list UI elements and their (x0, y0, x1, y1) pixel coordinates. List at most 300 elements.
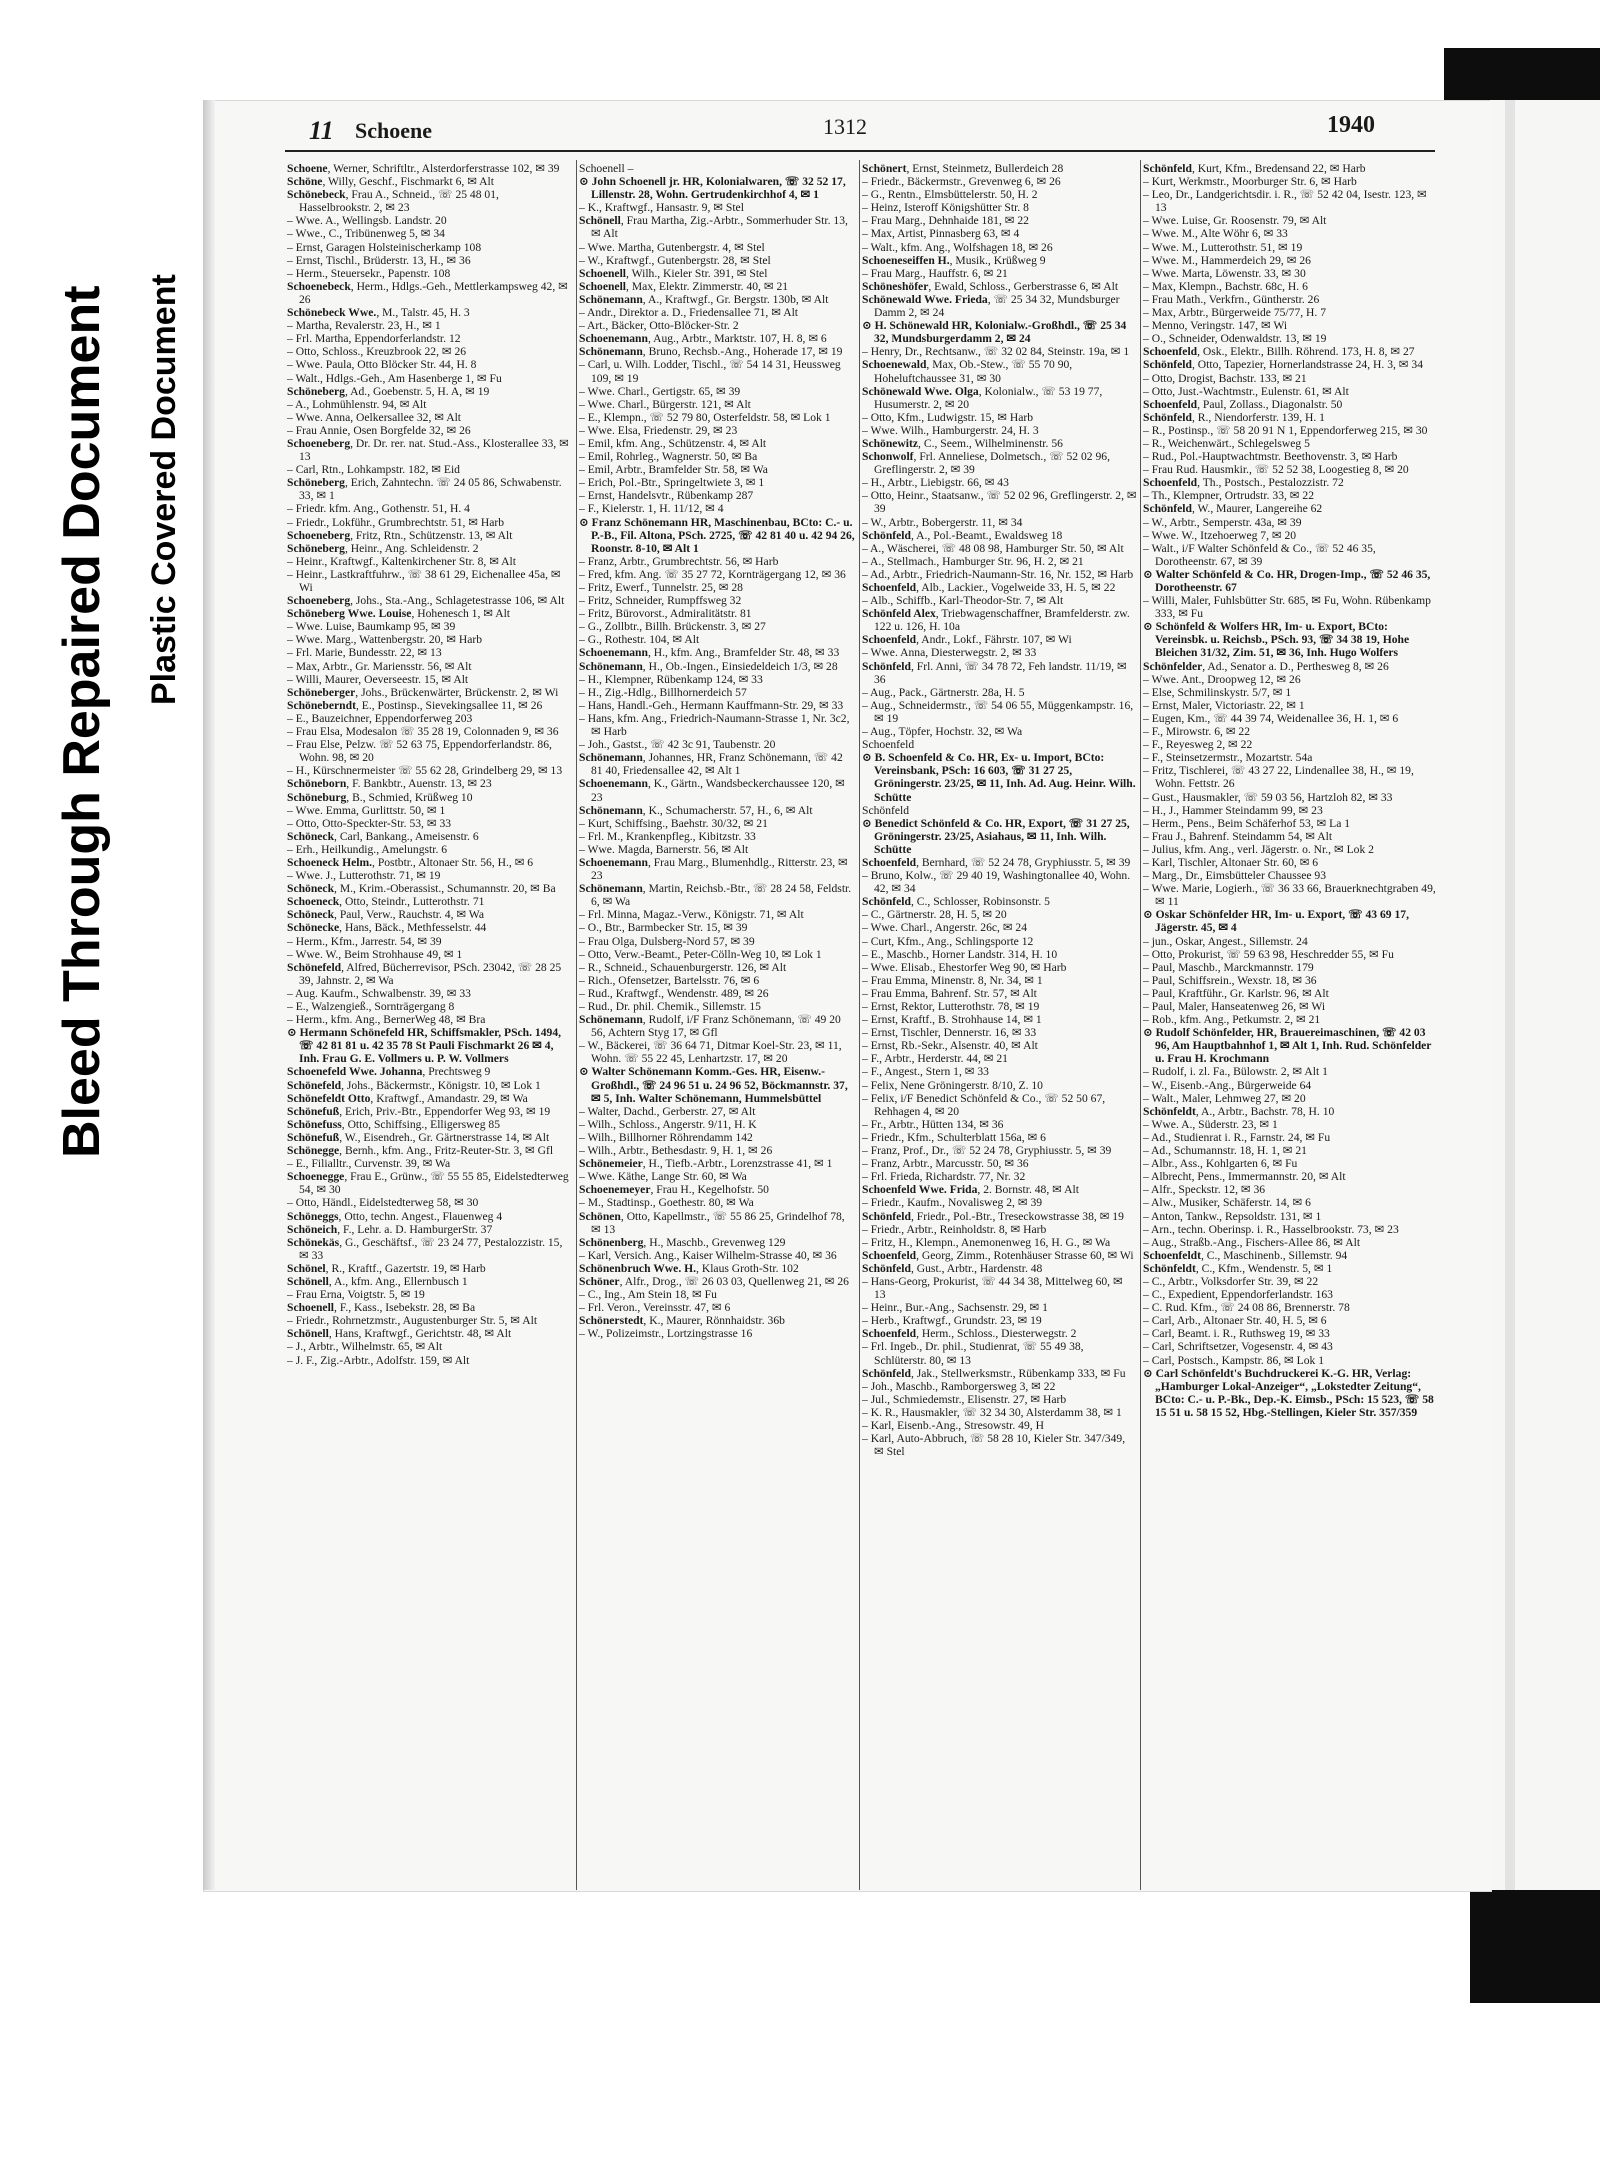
directory-entry: Schöneggs, Otto, techn. Angest., Flauenweg 4 (287, 1209, 503, 1223)
adjacent-page-gutter (1505, 100, 1515, 1890)
directory-entry: – Wwe. Marta, Löwenstr. 33, ✉ 30 (1143, 266, 1306, 280)
directory-entry: Schönfeld, A., Pol.-Beamt., Ewaldsweg 18 (862, 528, 1063, 542)
directory-entry: Schönenbruch Wwe. H., Klaus Groth-Str. 102 (579, 1261, 799, 1275)
directory-entry: ⊙ Walter Schönfeld & Co. HR, Drogen-Imp., ☏ 52 46 35, Dorotheenstr. 67 (1143, 567, 1431, 594)
directory-entry: – F., Angest., Stern 1, ✉ 33 (862, 1065, 989, 1079)
directory-entry: – Fritz, H., Klempn., Anemonenweg 16, H. G., ✉ Wa (862, 1235, 1111, 1249)
directory-entry: Schönewald Wwe. Olga, Kolonialw., ☏ 53 19 77, Husumerstr. 2, ✉ 20 (862, 384, 1103, 411)
directory-entry: Schönefeld, Alfred, Bücherrevisor, PSch. 23042, ☏ 28 25 39, Jahnstr. 2, ✉ Wa (287, 960, 562, 987)
directory-column-1 (287, 162, 573, 1892)
directory-entry: Schönebeck, Frau A., Schneid., ☏ 25 48 01, Hasselbrookstr. 2, ✉ 23 (287, 188, 499, 215)
directory-entry: Schöneborn, F. Bankbtr., Auenstr. 13, ✉ 23 (287, 777, 492, 791)
directory-entry: Schoenemann, Aug., Arbtr., Marktstr. 107, H. 8, ✉ 6 (579, 332, 827, 346)
directory-entry: – Wwe. Anna, Oelkersallee 32, ✉ Alt (287, 410, 462, 424)
directory-entry: – Karl, Tischler, Altonaer Str. 60, ✉ 6 (1143, 855, 1319, 869)
directory-entry: Schoenewald, Max, Ob.-Stew., ☏ 55 70 90, Hoheluftchaussee 31, ✉ 30 (862, 358, 1073, 385)
directory-entry: Schönerstedt, K., Maurer, Rönnhaidstr. 36b (579, 1314, 785, 1328)
directory-entry: – Bruno, Kolw., ☏ 29 40 19, Washingtonallee 40, Wohn. 42, ✉ 34 (862, 869, 1131, 896)
directory-entry: – Wilh., Billhorner Röhrendamm 142 (579, 1130, 753, 1144)
directory-entry: Schoenfeld, Andr., Lokf., Fährstr. 107, ✉ Wi (862, 633, 1072, 647)
directory-entry: – Wwe. J., Lutterothstr. 71, ✉ 19 (287, 869, 441, 883)
directory-entry: – Frau J., Bahrenf. Steindamm 54, ✉ Alt (1143, 829, 1333, 843)
directory-entry: – H., Klempner, Rübenkamp 124, ✉ 33 (579, 672, 763, 686)
directory-entry: Schönemann, Rudolf, i/F Franz Schönemann, ☏ 49 20 56, Achtern Styg 17, ✉ Gfl (579, 1013, 841, 1040)
directory-entry: – A., Lohmühlenstr. 94, ✉ Alt (287, 397, 427, 411)
directory-entry: Schönemann, A., Kraftwgf., Gr. Bergstr. 130b, ✉ Alt (579, 292, 829, 306)
bleed-through-label: Bleed Through Repaired Document (53, 285, 111, 1158)
directory-entry: Schöneck, Paul, Verw., Rauchstr. 4, ✉ Wa (287, 908, 484, 922)
directory-entry: – A., Wäscherei, ☏ 48 08 98, Hamburger Str. 50, ✉ Alt (862, 541, 1124, 555)
directory-entry: – Wwe. Ant., Droopweg 12, ✉ 26 (1143, 672, 1301, 686)
directory-entry: – Wilh., Arbtr., Bethesdastr. 9, H. 1, ✉ 26 (579, 1144, 773, 1158)
directory-entry: – Max, Arbtr., Gr. Mariensstr. 56, ✉ Alt (287, 659, 472, 673)
directory-entry: – Frau Emma, Bahrenf. Str. 57, ✉ Alt (862, 986, 1037, 1000)
directory-entry: – Carl, Postsch., Kampstr. 86, ✉ Lok 1 (1143, 1353, 1325, 1367)
directory-entry: – G., Rothestr. 104, ✉ Alt (579, 633, 700, 647)
directory-entry: – Herm., Kfm., Jarrestr. 54, ✉ 39 (287, 934, 442, 948)
directory-entry: – Wwe. Luise, Gr. Roosenstr. 79, ✉ Alt (1143, 214, 1327, 228)
directory-entry: – Max, Arbtr., Bürgerweide 75/77, H. 7 (1143, 306, 1327, 320)
directory-entry: – C. Rud. Kfm., ☏ 24 08 86, Brennerstr. 78 (1143, 1301, 1350, 1315)
directory-entry: Schönemann, Martin, Reichsb.-Btr., ☏ 28 24 58, Feldstr. 6, ✉ Wa (579, 882, 852, 909)
directory-entry: – Friedr., Bäckermstr., Grevenweg 6, ✉ 26 (862, 175, 1061, 189)
directory-entry: Schönfeld, Gust., Arbtr., Hardenstr. 48 (862, 1261, 1043, 1275)
directory-entry: – Walt., kfm. Ang., Wolfshagen 18, ✉ 26 (862, 240, 1053, 254)
directory-entry: – Ernst, Kraftf., B. Strohhause 14, ✉ 1 (862, 1013, 1042, 1027)
directory-entry: – Rich., Ofensetzer, Bartelsstr. 76, ✉ 6 (579, 973, 760, 987)
directory-entry: – Otto, Otto-Speckter-Str. 53, ✉ 33 (287, 816, 452, 830)
directory-entry: – Paul, Kraftführ., Gr. Karlstr. 96, ✉ Alt (1143, 986, 1329, 1000)
column-number: 11 (309, 116, 334, 145)
directory-entry: – Frl. Ingeb., Dr. phil., Studienrat, ☏ 55 49 38, Schlüterstr. 80, ✉ 13 (862, 1340, 1084, 1367)
directory-entry: – Carl, u. Wilh. Lodder, Tischl., ☏ 54 14 31, Heussweg 109, ✉ 19 (579, 358, 841, 385)
directory-entry: – Julius, kfm. Ang., verl. Jägerstr. o. Nr., ✉ Lok 2 (1143, 842, 1374, 856)
directory-entry: Schönefeld, Johs., Bäckermstr., Königstr. 10, ✉ Lok 1 (287, 1078, 541, 1092)
directory-entry: Schöneck, Carl, Bankang., Ameisenstr. 6 (287, 829, 479, 843)
directory-entry: – Alfr., Speckstr. 12, ✉ 36 (1143, 1183, 1266, 1197)
directory-entry: – Otto, Händl., Eidelstedterweg 58, ✉ 30 (287, 1196, 479, 1210)
directory-entry: Schönfeld (862, 803, 910, 817)
directory-entry: – Frl. Frieda, Richardstr. 77, Nr. 32 (862, 1170, 1026, 1184)
directory-entry: – Heinr., Kraftwgf., Kaltenkirchener Str. 8, ✉ Alt (287, 554, 516, 568)
directory-entry: – H., Arbtr., Liebigstr. 66, ✉ 43 (862, 476, 1009, 490)
directory-entry: Schönefeldt Otto, Kraftwgf., Amandastr. 29, ✉ Wa (287, 1091, 528, 1105)
directory-entry: – Kurt, Werkmstr., Moorburger Str. 6, ✉ Harb (1143, 175, 1357, 189)
directory-entry: Schönfelder, Ad., Senator a. D., Perthesweg 8, ✉ 26 (1143, 659, 1389, 673)
top-right-black-block (1444, 48, 1600, 100)
directory-entry: – F., Steinsetzermstr., Mozartstr. 54a (1143, 751, 1313, 765)
directory-entry: Schönfeld, W., Maurer, Langereihe 62 (1143, 502, 1323, 516)
directory-entry: Schoeneberg, Johs., Sta.-Ang., Schlagetestrasse 106, ✉ Alt (287, 594, 565, 608)
directory-entry: – Else, Schmilinskystr. 5/7, ✉ 1 (1143, 685, 1292, 699)
directory-entry: – Wwe. Wilh., Hamburgerstr. 24, H. 3 (862, 423, 1039, 437)
directory-entry: ⊙ H. Schönewald HR, Kolonialw.-Großhdl., ☏ 25 34 32, Mundsburgerdamm 2, ✉ 24 (862, 319, 1127, 346)
directory-entry: – Emil, Rohrleg., Wagnerstr. 50, ✉ Ba (579, 450, 758, 464)
directory-entry: – Otto, Prokurist, ☏ 59 63 98, Heschredder 55, ✉ Fu (1143, 947, 1394, 961)
directory-entry: Schoenfeld, Alb., Lackier., Vogelweide 33, H. 5, ✉ 22 (862, 581, 1116, 594)
directory-entry: – W., Arbtr., Bobergerstr. 11, ✉ 34 (862, 515, 1023, 529)
directory-entry: Schönfeld, Kurt, Kfm., Bredensand 22, ✉ Harb (1143, 162, 1366, 175)
directory-entry: – F., Reyesweg 2, ✉ 22 (1143, 738, 1253, 752)
directory-entry: – Max, Klempn., Bachstr. 68c, H. 6 (1143, 279, 1308, 293)
directory-entry: – R., Postinsp., ☏ 58 20 91 N 1, Eppendorferweg 215, ✉ 30 (1143, 423, 1428, 437)
directory-entry: – C., Ing., Am Stein 18, ✉ Fu (579, 1288, 717, 1302)
directory-entry: – W., Bäckerei, ☏ 36 64 71, Ditmar Koel-Str. 23, ✉ 11, Wohn. ☏ 55 22 45, Lenhartzstr. 17, ✉ 20 (579, 1039, 842, 1066)
directory-entry: Schoenebeck, Herm., Hdlgs.-Geh., Mettlerkampsweg 42, ✉ 26 (287, 279, 568, 306)
directory-entry: Schoenemann, H., kfm. Ang., Bramfelder Str. 48, ✉ 33 (579, 646, 840, 660)
directory-entry: – Art., Bäcker, Otto-Blöcker-Str. 2 (579, 319, 739, 333)
directory-entry: – Wwe. Elsa, Friedenstr. 29, ✉ 23 (579, 423, 738, 437)
directory-entry: – Rud., Kraftwgf., Wendenstr. 489, ✉ 26 (579, 986, 769, 1000)
directory-entry: Schönfeld, C., Schlosser, Robinsonstr. 5 (862, 895, 1050, 909)
directory-column-4 (1143, 162, 1441, 1892)
directory-entry: – Frl. Martha, Eppendorferlandstr. 12 (287, 332, 461, 346)
directory-entry: – H., Kürschnermeister ☏ 55 62 28, Grindelberg 29, ✉ 13 (287, 764, 563, 778)
directory-entry: – Alw., Musiker, Schäferstr. 14, ✉ 6 (1143, 1196, 1311, 1210)
directory-entry: – Franz, Prof., Dr., ☏ 52 24 78, Gryphiusstr. 5, ✉ 39 (862, 1144, 1112, 1158)
directory-entry: ⊙ Hermann Schönefeld HR, Schiffsmakler, PSch. 1494, ☏ 42 81 81 u. 42 35 78 St Pauli Fischmarkt 26 ✉ 4, Inh. Frau G. E. Vollmers u. P. W. Vollmers (287, 1026, 562, 1066)
directory-entry: – Carl, Schriftsetzer, Vogesenstr. 4, ✉ 43 (1143, 1340, 1333, 1354)
directory-entry: – Frau Annie, Osen Borgfelde 32, ✉ 26 (287, 423, 471, 437)
directory-entry: – Aug. Kaufm., Schwalbenstr. 39, ✉ 33 (287, 986, 471, 1000)
directory-entry: Schoenfeld (862, 738, 915, 752)
directory-entry: – Wwe. Emma, Gurlittstr. 50, ✉ 1 (287, 803, 446, 817)
directory-entry: – Curt, Kfm., Ang., Schlingsporte 12 (862, 934, 1034, 948)
directory-entry: – Frl. Minna, Magaz.-Verw., Königstr. 71, ✉ Alt (579, 908, 804, 922)
directory-entry: – O., Schneider, Odenwaldstr. 13, ✉ 19 (1143, 332, 1327, 346)
directory-entry: – W., Eisenb.-Ang., Bürgerweide 64 (1143, 1078, 1312, 1092)
directory-entry: Schoenell – (579, 162, 634, 175)
directory-entry: – Carl, Arb., Altonaer Str. 40, H. 5, ✉ 6 (1143, 1314, 1327, 1328)
directory-entry: Schönefuß, W., Eisendreh., Gr. Gärtnerstrasse 14, ✉ Alt (287, 1130, 550, 1144)
directory-entry: – Wwe. M., Hammerdeich 29, ✉ 26 (1143, 253, 1311, 267)
directory-entry: Schönell, Frau Martha, Zig.-Arbtr., Sommerhuder Str. 13, ✉ Alt (579, 214, 848, 241)
directory-entry: Schöneich, F., Lehr. a. D. HamburgerStr. 37 (287, 1222, 493, 1236)
directory-entry: – Felix, i/F Benedict Schönfeld & Co., ☏ 52 50 67, Rehhagen 4, ✉ 20 (862, 1091, 1106, 1118)
directory-entry: Schoeneck Helm., Postbtr., Altonaer Str. 56, H., ✉ 6 (287, 855, 534, 869)
directory-entry: – Wwe. Magda, Barnerstr. 56, ✉ Alt (579, 842, 749, 856)
directory-entry: – Ernst, Garagen Holsteinischerkamp 108 (287, 240, 482, 254)
directory-entry: Schöner, Alfr., Drog., ☏ 26 03 03, Quellenweg 21, ✉ 26 (579, 1274, 849, 1288)
directory-entry: – Erh., Heilkundig., Amelungstr. 6 (287, 842, 448, 856)
directory-entry: – M., Stadtinsp., Goethestr. 80, ✉ Wa (579, 1196, 754, 1210)
directory-entry: – Menno, Veringstr. 147, ✉ Wi (1143, 319, 1288, 333)
bottom-right-black-block-2 (1470, 1890, 1550, 2003)
directory-entry: – Frau Marg., Hauffstr. 6, ✉ 21 (862, 266, 1008, 280)
directory-entry: – Andr., Direktor a. D., Friedensallee 71, ✉ Alt (579, 306, 799, 320)
directory-entry: – Wwe. Martha, Gutenbergstr. 4, ✉ Stel (579, 240, 765, 254)
directory-entry: Schönefuß, Erich, Priv.-Btr., Eppendorfer Weg 93, ✉ 19 (287, 1104, 551, 1118)
directory-entry: – Albrecht, Pens., Immermannstr. 20, ✉ Alt (1143, 1170, 1346, 1184)
directory-entry: – J., Arbtr., Wilhelmstr. 65, ✉ Alt (287, 1340, 443, 1354)
directory-entry: – Arn., techn. Oberinsp. i. R., Hasselbrookstr. 73, ✉ 23 (1143, 1222, 1399, 1236)
directory-entry: Schönfeld, Jak., Stellwerksmstr., Rübenkamp 333, ✉ Fu (862, 1366, 1126, 1380)
year-label: 1940 (1327, 112, 1375, 138)
directory-entry: – Rud., Dr. phil. Chemik., Sillemstr. 15 (579, 1000, 761, 1013)
directory-entry: – Friedr., Lokführ., Grumbrechtstr. 51, ✉ Harb (287, 515, 505, 529)
directory-entry: – Ernst, Handelsvtr., Rübenkamp 287 (579, 489, 754, 503)
column-divider (576, 160, 577, 1890)
directory-entry: – Anton, Tankw., Repsoldstr. 131, ✉ 1 (1143, 1209, 1322, 1223)
page-header (215, 108, 1405, 148)
directory-entry: – Emil, Arbtr., Bramfelder Str. 58, ✉ Wa (579, 463, 768, 477)
directory-entry: Schönewitz, C., Seem., Wilhelminenstr. 56 (862, 436, 1063, 450)
directory-entry: – Wwe. Marg., Wattenbergstr. 20, ✉ Harb (287, 633, 482, 647)
directory-entry: – Felix, Nene Gröningerstr. 8/10, Z. 10 (862, 1078, 1043, 1092)
directory-entry: – Fr., Arbtr., Hütten 134, ✉ 36 (862, 1117, 1004, 1131)
directory-entry: Schöneberger, Johs., Brückenwärter, Brückenstr. 2, ✉ Wi (287, 685, 559, 699)
directory-entry: – O., Btr., Barmbecker Str. 15, ✉ 39 (579, 921, 748, 935)
directory-entry: – Fred, kfm. Ang. ☏ 35 27 72, Kornträgergang 12, ✉ 36 (579, 567, 846, 581)
directory-entry: – Walter, Dachd., Gerberstr. 27, ✉ Alt (579, 1104, 756, 1118)
directory-entry: – Joh., Maschb., Ramborgersweg 3, ✉ 22 (862, 1379, 1056, 1393)
directory-entry: Schoenemeyer, Frau H., Kegelhofstr. 50 (579, 1183, 769, 1197)
directory-entry: Schoenfeld, Herm., Schloss., Diesterwegstr. 2 (862, 1327, 1077, 1341)
directory-entry: – Wwe. W., Itzehoerweg 7, ✉ 20 (1143, 528, 1297, 542)
directory-entry: – Gust., Hausmakler, ☏ 59 03 56, Hartzloh 82, ✉ 33 (1143, 790, 1393, 804)
directory-entry: – E., Klempn., ☏ 52 79 80, Osterfeldstr. 58, ✉ Lok 1 (579, 410, 831, 424)
directory-entry: – Hans, kfm. Ang., Friedrich-Naumann-Strasse 1, Nr. 3c2, ✉ Harb (579, 711, 850, 739)
directory-entry: Schöneberg Wwe. Louise, Hohenesch 1, ✉ Alt (287, 607, 511, 621)
directory-entry: – Wwe. Käthe, Lange Str. 60, ✉ Wa (579, 1170, 747, 1184)
directory-entry: – Herm., Steuersekr., Papenstr. 108 (287, 266, 451, 280)
directory-entry: – Martha, Revalerstr. 23, H., ✉ 1 (287, 319, 441, 333)
directory-column-3 (862, 162, 1137, 1892)
directory-entry: – Paul, Maler, Hanseatenweg 26, ✉ Wi (1143, 1000, 1326, 1013)
directory-entry: – Fritz, Bürovorst., Admiralitätstr. 81 (579, 607, 752, 621)
directory-entry: Schoenfeldt, C., Maschinenb., Sillemstr. 94 (1143, 1248, 1348, 1262)
directory-entry: – Wwe. M., Lutterothstr. 51, ✉ 19 (1143, 240, 1303, 254)
directory-entry: ⊙ Rudolf Schönfelder, HR, Brauereimaschinen, ☏ 42 03 96, Am Hauptbahnhof 1, ✉ Alt 1, Inh. Rud. Schönfelder u. Frau H. Krochmann (1143, 1026, 1432, 1066)
directory-entry: ⊙ Carl Schönfeldt's Buchdruckerei K.-G. HR, Verlag: „Hamburger Lokal-Anzeiger“, „Lokstedter Zeitung“, BCto: C.- u. P.-Bk., Dep.-K. Eimsb., PSch: 15 523, ☏ 58 15 51 u. 58 15 52, Hbg.-Stellingen, Kieler Str. 357/359 (1143, 1366, 1434, 1419)
directory-entry: – K., Kraftwgf., Hansastr. 9, ✉ Stel (579, 201, 744, 215)
directory-entry: – Herb., Kraftwgf., Grundstr. 23, ✉ 19 (862, 1314, 1042, 1328)
directory-entry: – Aug., Töpfer, Hochstr. 32, ✉ Wa (862, 725, 1023, 739)
directory-entry: – Ernst, Maler, Victoriastr. 22, ✉ 1 (1143, 698, 1305, 712)
directory-entry: – Frl. M., Krankenpfleg., Kibitzstr. 33 (579, 829, 756, 843)
directory-entry: – Rud., Pol.-Hauptwachtmstr. Beethovenstr. 3, ✉ Harb (1143, 450, 1398, 464)
directory-entry: ⊙ Franz Schönemann HR, Maschinenbau, BCto: C.- u. P.-B., Fil. Altona, PSch. 2725, ☏ 42 81 40 u. 42 94 26, Roonstr. 8-10, ✉ Alt 1 (579, 515, 855, 555)
directory-entry: – E., Bauzeichner, Eppendorferweg 203 (287, 711, 473, 725)
directory-entry: – Erich, Pol.-Btr., Springeltwiete 3, ✉ 1 (579, 476, 765, 490)
directory-entry: Schöneberg, Heinr., Ang. Schleidenstr. 2 (287, 541, 479, 555)
directory-entry: Schönen, Otto, Kapellmstr., ☏ 55 86 25, Grindelhof 78, ✉ 13 (579, 1209, 845, 1236)
directory-entry: ⊙ B. Schoenfeld & Co. HR, Ex- u. Import, BCto: Vereinsbank, PSch: 16 603, ☏ 31 27 25, Gröningerstr. 23/25, ✉ 11, Inh. Ad. Aug. Heinr. Wilh. Schütte (862, 751, 1136, 804)
directory-entry: – Wwe. W., Beim Strohhause 49, ✉ 1 (287, 947, 463, 961)
directory-entry: Schönefuss, Otto, Schiffsing., Elligersweg 85 (287, 1117, 500, 1131)
directory-entry: – Friedr., Arbtr., Reinholdstr. 8, ✉ Harb (862, 1222, 1047, 1236)
directory-entry: – Fritz, Schneider, Rumpffsweg 32 (579, 594, 742, 608)
plastic-covered-label: Plastic Covered Document (145, 274, 183, 705)
directory-entry: Schoenfeld, Bernhard, ☏ 52 24 78, Gryphiusstr. 5, ✉ 39 (862, 855, 1131, 869)
directory-entry: – Franz, Arbtr., Grumbrechtstr. 56, ✉ Harb (579, 554, 779, 568)
directory-entry: ⊙ John Schoenell jr. HR, Kolonialwaren, ☏ 32 52 17, Lillenstr. 28, Wohn. Gertrudenkirchhof 4, ✉ 1 (579, 175, 846, 202)
directory-entry: – Frau Olga, Dulsberg-Nord 57, ✉ 39 (579, 934, 755, 948)
directory-entry: – W., Kraftwgf., Gutenbergstr. 28, ✉ Stel (579, 253, 771, 267)
directory-entry: Schöneberg, Ad., Goebenstr. 5, H. A, ✉ 19 (287, 384, 490, 398)
page-number: 1312 (823, 114, 867, 139)
directory-entry: – Ernst, Rb.-Sekr., Alsenstr. 40, ✉ Alt (862, 1039, 1038, 1053)
directory-entry: Schöneberg, Erich, Zahntechn. ☏ 24 05 86, Schwabenstr. 33, ✉ 1 (287, 476, 562, 503)
directory-entry: – Leo, Dr., Landgerichtsdir. i. R., ☏ 52 42 04, Isestr. 123, ✉ 13 (1143, 188, 1427, 215)
directory-entry: – Friedr., Kaufm., Novalisweg 2, ✉ 39 (862, 1196, 1043, 1210)
directory-entry: – G., Zollbtr., Billh. Brückenstr. 3, ✉ 27 (579, 620, 766, 634)
directory-entry: – Willi, Maurer, Oeverseestr. 15, ✉ Alt (287, 672, 469, 686)
directory-entry: – Carl, Beamt. i. R., Ruthsweg 19, ✉ 33 (1143, 1327, 1330, 1341)
directory-entry: – Otto, Heinr., Staatsanw., ☏ 52 02 96, Greflingerstr. 2, ✉ 39 (862, 489, 1137, 516)
directory-entry: – H., Zig.-Hdlg., Billhornerdeich 57 (579, 685, 747, 699)
directory-entry: – Eugen, Km., ☏ 44 39 74, Weidenallee 36, H. 1, ✉ 6 (1143, 711, 1399, 725)
directory-entry: – Paul, Maschb., Marckmannstr. 179 (1143, 960, 1314, 974)
directory-entry: – Heinr., Bur.-Ang., Sachsenstr. 29, ✉ 1 (862, 1301, 1048, 1315)
directory-entry: – Otto, Drogist, Bachstr. 133, ✉ 21 (1143, 371, 1307, 385)
directory-entry: – Karl, Versich. Ang., Kaiser Wilhelm-Strasse 40, ✉ 36 (579, 1248, 837, 1262)
directory-entry: – Max, Artist, Pinnasberg 63, ✉ 4 (862, 227, 1020, 241)
directory-entry: – Marg., Dr., Eimsbütteler Chaussee 93 (1143, 869, 1327, 883)
directory-entry: – F., Kielerstr. 1, H. 11/12, ✉ 4 (579, 502, 724, 516)
directory-entry: – G., Rentn., Elmsbüttelerstr. 50, H. 2 (862, 188, 1038, 202)
directory-entry: Schönenberg, H., Maschb., Grevenweg 129 (579, 1235, 786, 1249)
directory-entry: Schönfeld, R., Niendorferstr. 139, H. 1 (1143, 410, 1325, 424)
directory-entry: – Karl, Eisenb.-Ang., Stresowstr. 49, H (862, 1419, 1044, 1432)
directory-entry: – Ad., Studienrat i. R., Farnstr. 24, ✉ Fu (1143, 1130, 1331, 1144)
directory-entry: – Carl, Rtn., Lohkampstr. 182, ✉ Eid (287, 463, 460, 477)
directory-entry: Schönemeier, H., Tiefb.-Arbtr., Lorenzstrasse 41, ✉ 1 (579, 1157, 833, 1171)
directory-entry: Schoenfeld, Georg, Zimm., Rotenhäuser Strasse 60, ✉ Wi (862, 1248, 1134, 1262)
directory-entry: – Wwe. Anna, Diesterwegstr. 2, ✉ 33 (862, 646, 1037, 660)
directory-entry: Schönewald Wwe. Frieda, ☏ 25 34 32, Mundsburger Damm 2, ✉ 24 (862, 292, 1120, 320)
directory-entry: – Ernst, Tischler, Dennerstr. 16, ✉ 33 (862, 1026, 1037, 1040)
directory-entry: Schoeneberg, Dr. Dr. rer. nat. Stud.-Ass., Klosterallee 33, ✉ 13 (287, 436, 569, 464)
directory-entry: Schönfeldt, A., Arbtr., Bachstr. 78, H. 10 (1143, 1104, 1335, 1118)
directory-entry: – Otto, Verw.-Beamt., Peter-Cölln-Weg 10, ✉ Lok 1 (579, 947, 822, 961)
directory-entry: – C., Arbtr., Volksdorfer Str. 39, ✉ 22 (1143, 1274, 1319, 1288)
directory-entry: – W., Polizeimstr., Lortzingstrasse 16 (579, 1327, 753, 1341)
directory-entry: – W., Arbtr., Semperstr. 43a, ✉ 39 (1143, 515, 1302, 529)
directory-entry: – Wwe. Charl., Angerstr. 26c, ✉ 24 (862, 921, 1028, 935)
directory-entry: – Ad., Arbtr., Friedrich-Naumann-Str. 16, Nr. 152, ✉ Harb (862, 567, 1134, 581)
directory-entry: Schoenell, Max, Elektr. Zimmerstr. 40, ✉ 21 (579, 279, 789, 293)
directory-entry: Schoenegge, Frau E., Grünw., ☏ 55 55 85, Eidelstedterweg 54, ✉ 30 (287, 1170, 569, 1197)
directory-entry: – Ernst, Tischl., Brüderstr. 13, H., ✉ 36 (287, 253, 471, 267)
directory-entry: – Wwe. M., Alte Wöhr 6, ✉ 33 (1143, 227, 1288, 241)
directory-entry: – jun., Oskar, Angest., Sillemstr. 24 (1143, 934, 1308, 948)
directory-entry: – E., Maschb., Horner Landstr. 314, H. 10 (862, 947, 1058, 961)
column-divider (1140, 160, 1141, 1890)
directory-entry: – Willi, Maler, Fuhlsbütter Str. 685, ✉ Fu, Wohn. Rübenkamp 333, ✉ Fu (1143, 594, 1431, 621)
directory-entry: ⊙ Benedict Schönfeld & Co. HR, Export, ☏ 31 27 25, Gröningerstr. 23/25, Asiahaus, ✉ 11, Inh. Wilh. Schütte (862, 816, 1130, 856)
directory-entry: Schönell, Hans, Kraftwgf., Gerichtstr. 48, ✉ Alt (287, 1327, 512, 1341)
directory-entry: – Jul., Schmiedemstr., Elisenstr. 27, ✉ Harb (862, 1392, 1067, 1406)
directory-entry: – F., Mirowstr. 6, ✉ 22 (1143, 725, 1251, 739)
directory-entry: Schönfeldt, C., Kfm., Wendenstr. 5, ✉ 1 (1143, 1261, 1333, 1275)
directory-entry: ⊙ Oskar Schönfelder HR, Im- u. Export, ☏ 43 69 17, Jägerstr. 45, ✉ 4 (1143, 908, 1409, 935)
directory-entry: – Hans, Handl.-Geh., Hermann Kauffmann-Str. 29, ✉ 33 (579, 698, 844, 712)
directory-entry: – Frl. Veron., Vereinsstr. 47, ✉ 6 (579, 1301, 731, 1315)
directory-entry: – Franz, Arbtr., Marcusstr. 50, ✉ 36 (862, 1157, 1029, 1171)
directory-entry: – Frau Math., Verkfrn., Güntherstr. 26 (1143, 292, 1320, 306)
directory-entry: Schönemann, Johannes, HR, Franz Schönemann, ☏ 42 81 40, Friedensallee 42, ✉ Alt 1 (579, 751, 843, 778)
directory-entry: – Wwe. Paula, Otto Blöcker Str. 44, H. 8 (287, 358, 477, 372)
directory-entry: Schönemann, H., Ob.-Ingen., Einsiedeldeich 1/3, ✉ 28 (579, 659, 838, 673)
directory-entry: – Friedr., Kfm., Schulterblatt 156a, ✉ 6 (862, 1130, 1046, 1144)
header-rule (285, 150, 1435, 152)
directory-entry: Schönell, A., kfm. Ang., Ellernbusch 1 (287, 1274, 468, 1288)
directory-entry: – Alb., Schiffb., Karl-Theodor-Str. 7, ✉ Alt (862, 594, 1064, 608)
directory-entry: – C., Expedient, Eppendorferlandstr. 163 (1143, 1288, 1333, 1302)
directory-entry: Schönfeld, Frl. Anni, ☏ 34 78 72, Feh landstr. 11/19, ✉ 36 (862, 659, 1127, 686)
directory-entry: – Heinr., Lastkraftfuhrw., ☏ 38 61 29, Eichenallee 45a, ✉ Wi (287, 567, 561, 594)
directory-entry: – Rudolf, i. zl. Fa., Bülowstr. 2, ✉ Alt 1 (1143, 1065, 1328, 1079)
directory-entry: – Friedr., Rohrnetzmstr., Augustenburger Str. 5, ✉ Alt (287, 1314, 538, 1328)
directory-entry: – Wwe. Elisab., Ehestorfer Weg 90, ✉ Harb (862, 960, 1067, 974)
directory-entry: Schoenfeld, Th., Postsch., Pestalozzistr. 72 (1143, 476, 1344, 490)
directory-entry: – Wwe. Marie, Logierh., ☏ 36 33 66, Brauerknechtgraben 49, ✉ 11 (1143, 882, 1436, 909)
directory-entry: – F., Arbtr., Herderstr. 44, ✉ 21 (862, 1052, 1008, 1066)
directory-entry: – Emil, kfm. Ang., Schützenstr. 4, ✉ Alt (579, 436, 767, 450)
directory-entry: Schönert, Ernst, Steinmetz, Bullerdeich 28 (862, 162, 1064, 175)
catchword: Schoene (355, 118, 432, 143)
directory-entry: – R., Schneid., Schauenburgerstr. 126, ✉ Alt (579, 960, 787, 974)
directory-entry: Schoenemann, Frau Marg., Blumenhdlg., Ritterstr. 23, ✉ 23 (579, 855, 848, 883)
directory-entry: Schoenefeld Wwe. Johanna, Prechtsweg 9 (287, 1065, 491, 1079)
directory-entry: ⊙ Walter Schönemann Komm.-Ges. HR, Eisenw.-Großhdl., ☏ 24 96 51 u. 24 96 52, Böckmannstr. 37, ✉ 5, Inh. Walter Schönemann, Hummelsbüttel (579, 1065, 848, 1105)
directory-entry: ⊙ Schönfeld & Wolfers HR, Im- u. Export, BCto: Vereinsbk. u. Reichsb., PSch. 93, ☏ 34 38 19, Hohe Bleichen 31/32, Zim. 51, ✉ 36, Inh. Hugo Wolfers (1143, 620, 1410, 660)
directory-entry: – Wilh., Schloss., Angerstr. 9/11, H. K (579, 1117, 757, 1131)
directory-entry: – Rob., kfm. Ang., Petkumstr. 2, ✉ 21 (1143, 1013, 1321, 1027)
directory-entry: – Kurt, Schiffsing., Baehstr. 30/32, ✉ 21 (579, 816, 768, 830)
directory-entry: – Wwe., C., Tribünenweg 5, ✉ 34 (287, 227, 445, 241)
directory-entry: – K. R., Hausmakler, ☏ 32 34 30, Alsterdamm 38, ✉ 1 (862, 1405, 1122, 1419)
directory-entry: Schönel, R., Kraftf., Gazertstr. 19, ✉ Harb (287, 1261, 486, 1275)
directory-entry: – Aug., Straßb.-Ang., Fischers-Allee 86, ✉ Alt (1143, 1235, 1361, 1249)
directory-entry: – R., Weichenwärt., Schlegelsweg 5 (1143, 436, 1310, 450)
directory-entry: – Wwe. A., Süderstr. 23, ✉ 1 (1143, 1117, 1278, 1131)
directory-entry: Schoenell, F., Kass., Isebekstr. 28, ✉ Ba (287, 1301, 476, 1315)
directory-entry: – Frau Elsa, Modesalon ☏ 35 28 19, Colonnaden 9, ✉ 36 (287, 725, 559, 739)
directory-entry: – Frl. Marie, Bundesstr. 22, ✉ 13 (287, 646, 442, 660)
directory-entry: Schönekäs, G., Geschäftsf., ☏ 23 24 77, Pestalozzistr. 15, ✉ 33 (287, 1235, 563, 1262)
directory-entry: – Herm., Pens., Beim Schäferhof 53, ✉ La 1 (1143, 816, 1351, 830)
directory-entry: – Frau Rud. Hausmkir., ☏ 52 52 38, Loogestieg 8, ✉ 20 (1143, 463, 1409, 477)
directory-entry: Schoenfeld, Osk., Elektr., Billh. Röhrend. 173, H. 8, ✉ 27 (1143, 345, 1415, 359)
directory-entry: – Frau Else, Pelzw. ☏ 52 63 75, Eppendorferlandstr. 86, Wohn. 98, ✉ 20 (287, 738, 552, 765)
directory-entry: – Joh., Gastst., ☏ 42 3c 91, Taubenstr. 20 (579, 738, 776, 752)
directory-entry: – Ernst, Rektor, Lutterothstr. 78, ✉ 19 (862, 1000, 1040, 1013)
directory-entry: – Frau Marg., Dehnhaide 181, ✉ 22 (862, 214, 1029, 228)
directory-entry: – Aug., Schneidermstr., ☏ 54 06 55, Müggenkampstr. 16, ✉ 19 (862, 698, 1134, 725)
directory-entry: Schoenfeld, Paul, Zollass., Diagonalstr. 50 (1143, 397, 1343, 411)
directory-entry: – Fritz, Tischlerei, ☏ 43 27 22, Lindenallee 38, H., ✉ 19, Wohn. Fettstr. 26 (1143, 764, 1414, 791)
directory-entry: – Ad., Schumannstr. 18, H. 1, ✉ 21 (1143, 1144, 1307, 1158)
directory-entry: – C., Gärtnerstr. 28, H. 5, ✉ 20 (862, 908, 1007, 922)
directory-entry: Schoene, Werner, Schriftltr., Alsterdorferstrasse 102, ✉ 39 (287, 162, 560, 175)
directory-entry: – Wwe. A., Wellingsb. Landstr. 20 (287, 214, 447, 228)
directory-entry: Schoenfeld Wwe. Frida, 2. Bornstr. 48, ✉ Alt (862, 1183, 1079, 1197)
directory-entry: Schönebeck Wwe., M., Talstr. 45, H. 3 (287, 306, 470, 320)
directory-entry: – Albr., Ass., Kohlgarten 6, ✉ Fu (1143, 1157, 1298, 1171)
directory-entry: – Wwe. Luise, Baumkamp 95, ✉ 39 (287, 620, 456, 634)
directory-entry: Schoenell, Wilh., Kieler Str. 391, ✉ Stel (579, 266, 768, 280)
directory-entry: – Otto, Just.-Wachtmstr., Eulenstr. 61, ✉ Alt (1143, 384, 1349, 398)
directory-entry: – J. F., Zig.-Arbtr., Adolfstr. 159, ✉ Alt (287, 1353, 470, 1367)
directory-entry: – Th., Klempner, Ortrudstr. 33, ✉ 22 (1143, 489, 1315, 503)
directory-entry: – Frau Emma, Minenstr. 8, Nr. 34, ✉ 1 (862, 973, 1043, 987)
directory-column-2 (579, 162, 856, 1892)
directory-entry: – Wwe. Charl., Gertigstr. 65, ✉ 39 (579, 384, 741, 398)
directory-entry: – E., Walzengieß., Sornträgergang 8 (287, 1000, 455, 1013)
column-divider (859, 160, 860, 1890)
